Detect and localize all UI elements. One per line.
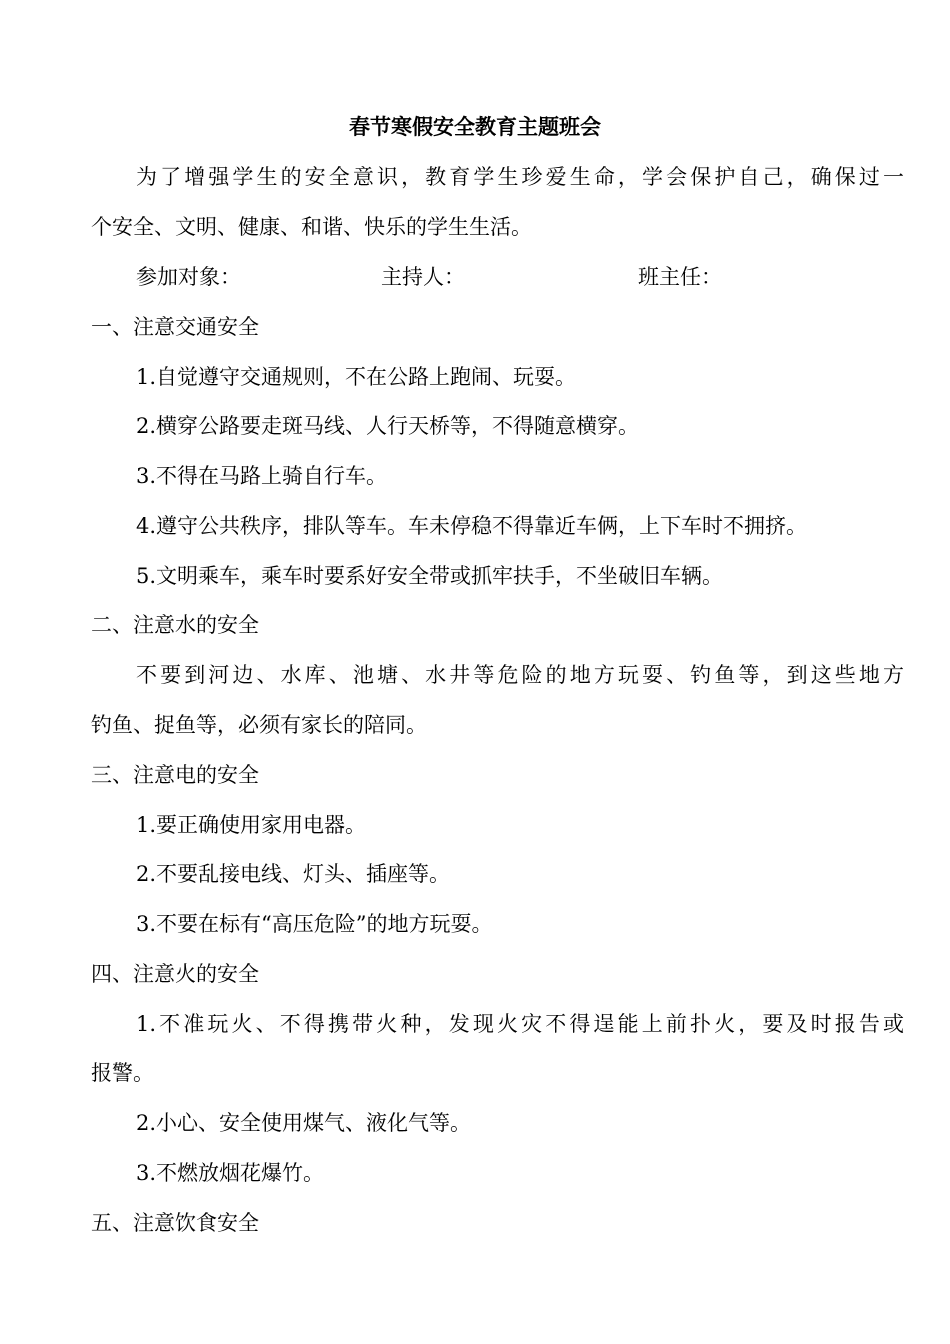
section-line: 3.不燃放烟花爆竹。 [136, 1161, 325, 1185]
document-title: 春节寒假安全教育主题班会 [349, 114, 601, 139]
section-heading-traffic: 一、注意交通安全 [91, 315, 259, 339]
section-line: 5.文明乘车，乘车时要系好安全带或抓牢扶手，不坐破旧车辆。 [136, 564, 724, 588]
section-line: 1.不准玩火、不得携带火种，发现火灾不得逞能上前扑火，要及时报告或 [136, 1012, 904, 1036]
section-line: 2.横穿公路要走斑马线、人行天桥等，不得随意横穿。 [136, 414, 640, 438]
section-line: 3.不要在标有“高压危险”的地方玩耍。 [136, 912, 493, 936]
head-teacher-label: 班主任： [638, 265, 722, 289]
section-line: 1.自觉遵守交通规则，不在公路上跑闹、玩耍。 [136, 365, 577, 389]
host-label: 主持人： [381, 265, 465, 289]
section-line: 2.不要乱接电线、灯头、插座等。 [136, 862, 451, 886]
intro-paragraph-line-1: 为了增强学生的安全意识，教育学生珍爱生命，学会保护自己，确保过一 [136, 165, 904, 189]
section-heading-fire: 四、注意火的安全 [91, 962, 259, 986]
section-line: 报警。 [91, 1061, 154, 1085]
section-line: 3.不得在马路上骑自行车。 [136, 464, 388, 488]
section-heading-electricity: 三、注意电的安全 [91, 763, 259, 787]
section-line: 钓鱼、捉鱼等，必须有家长的陪同。 [91, 713, 427, 737]
intro-paragraph-line-2: 个安全、文明、健康、和谐、快乐的学生生活。 [91, 215, 532, 239]
section-line: 4.遵守公共秩序，排队等车。车未停稳不得靠近车俩，上下车时不拥挤。 [136, 514, 808, 538]
participants-label: 参加对象： [136, 265, 241, 289]
section-line: 1.要正确使用家用电器。 [136, 813, 367, 837]
section-line: 不要到河边、水库、池塘、水井等危险的地方玩耍、钓鱼等，到这些地方 [136, 663, 904, 687]
section-line: 2.小心、安全使用煤气、液化气等。 [136, 1111, 472, 1135]
section-heading-water: 二、注意水的安全 [91, 613, 259, 637]
section-heading-food: 五、注意饮食安全 [91, 1211, 259, 1235]
